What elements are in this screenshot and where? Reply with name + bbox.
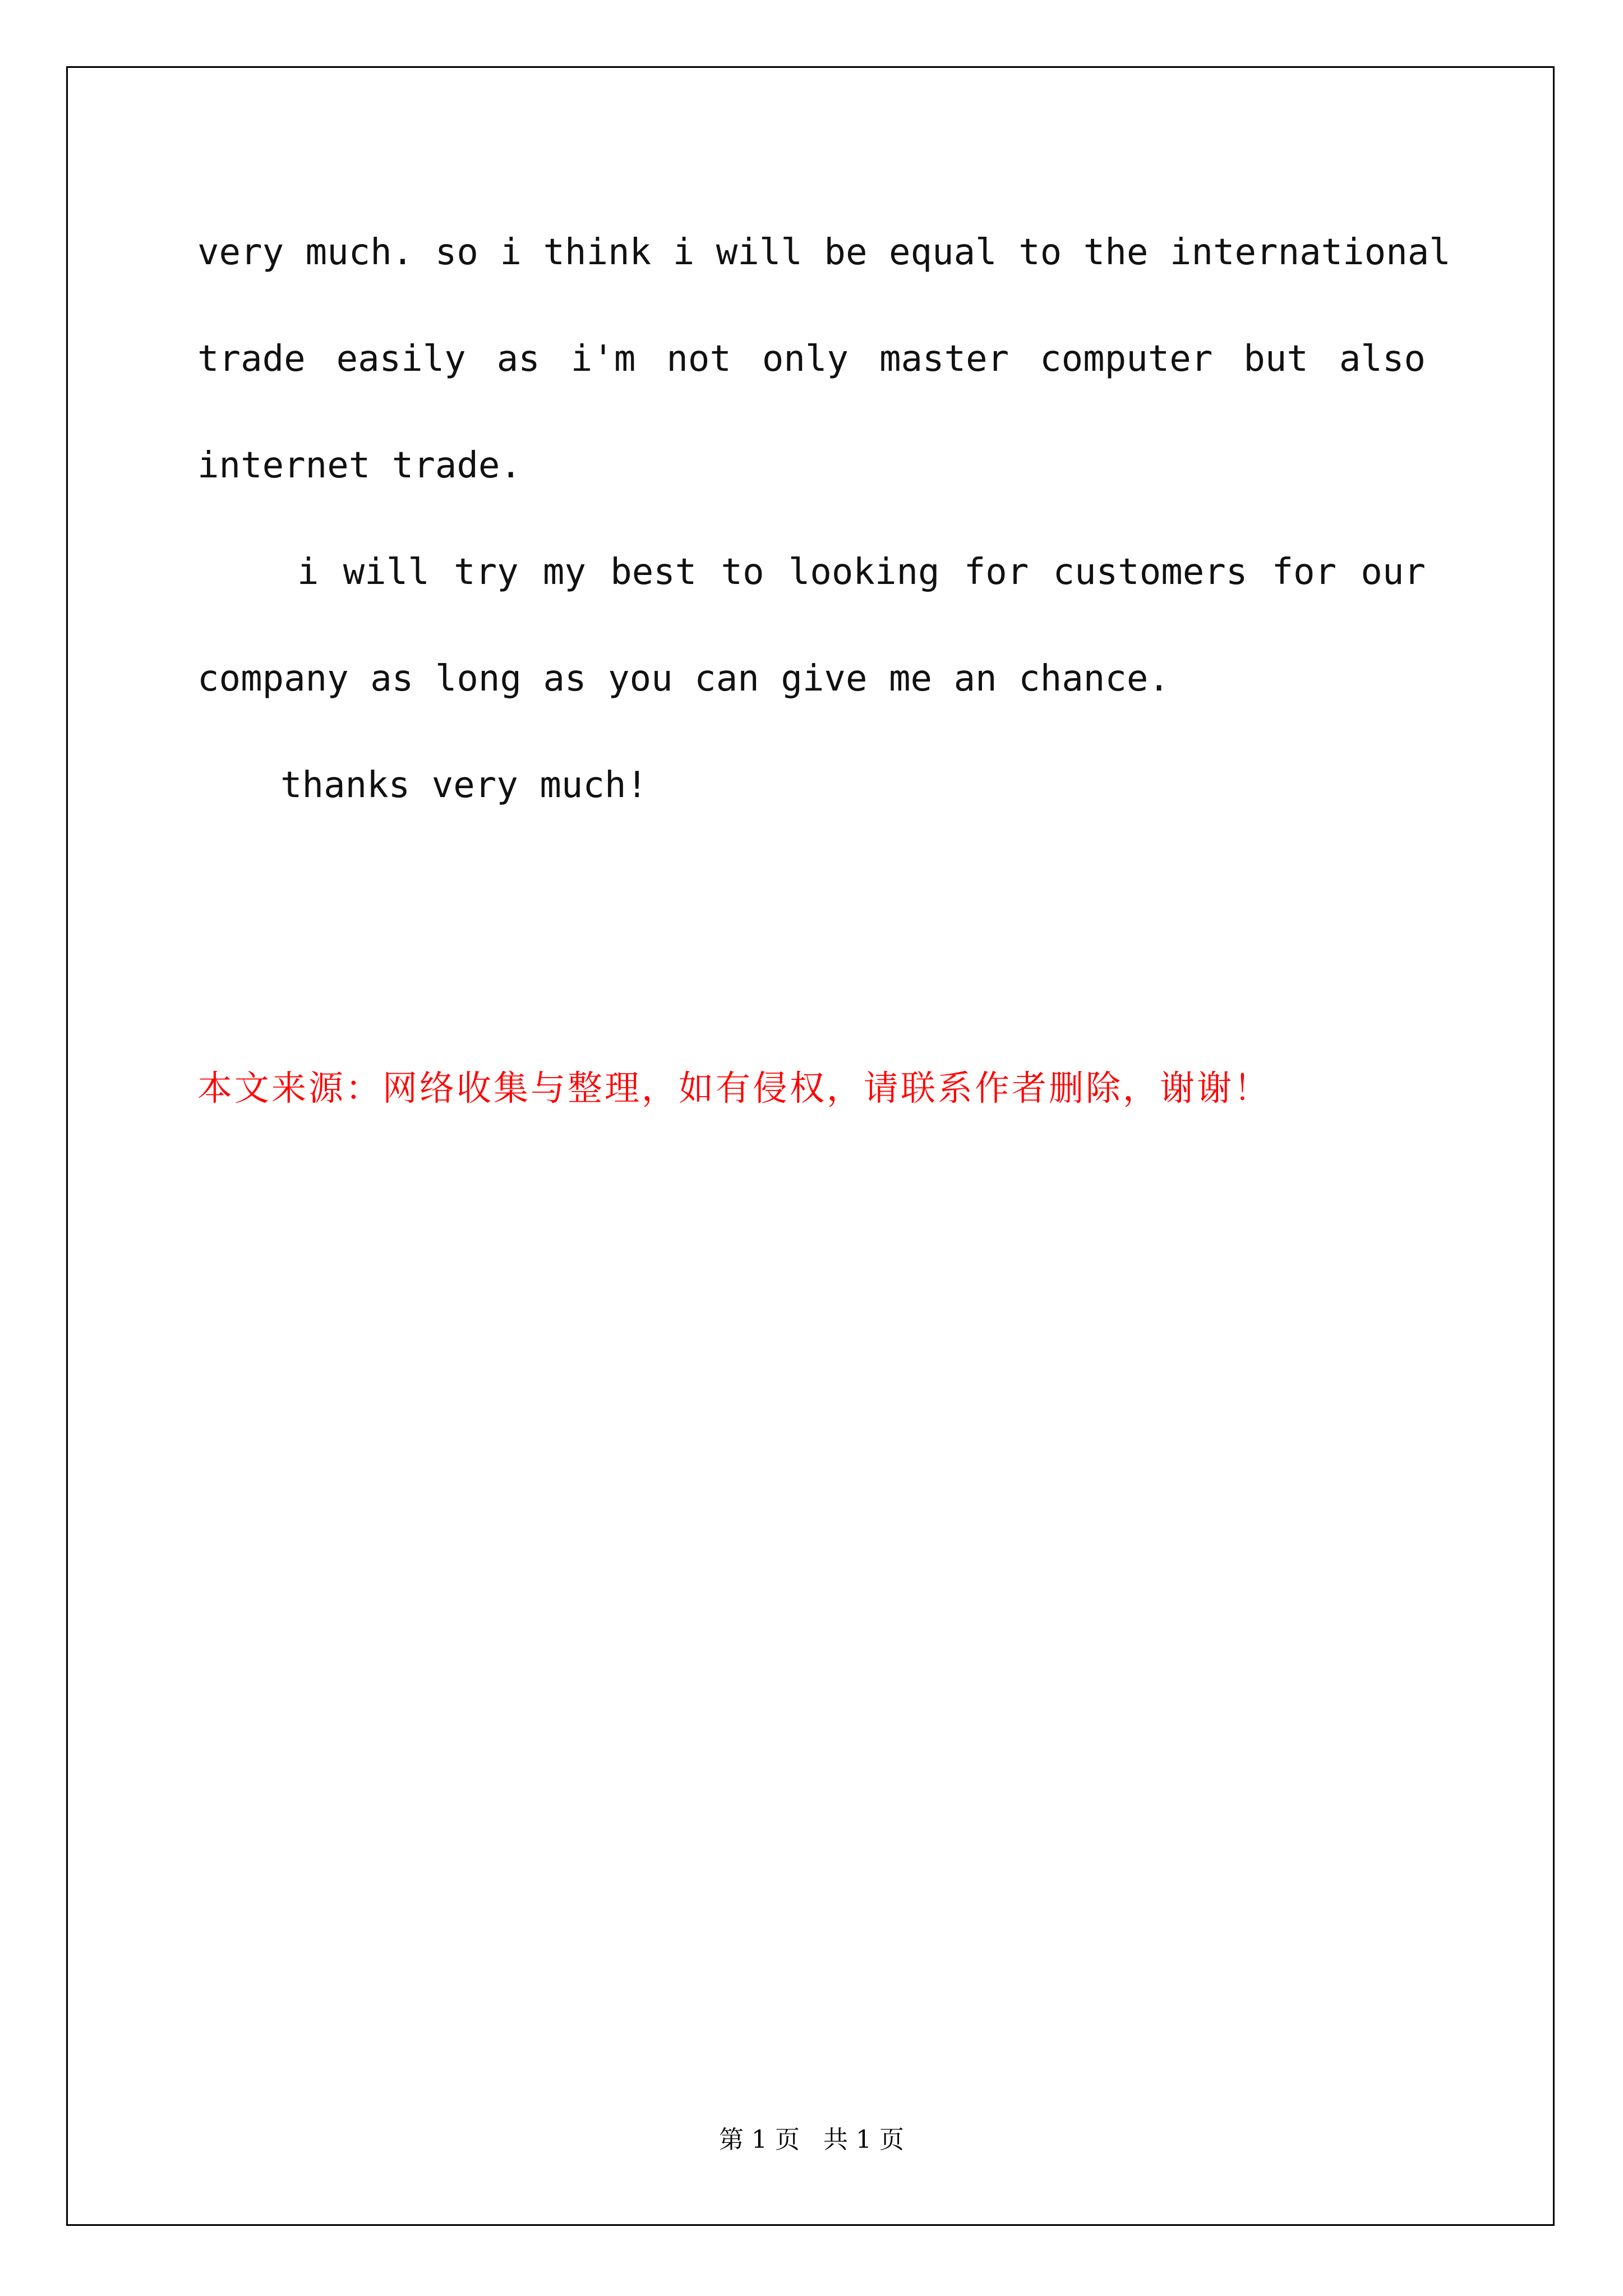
page-border — [66, 66, 1555, 2226]
paragraph-line-2: trade easily as i'm not only master computer but also — [197, 338, 1426, 380]
paragraph-line-1: very much. so i think i will be equal to the international — [197, 232, 1451, 273]
paragraph-line-3: internet trade. — [197, 445, 522, 486]
paragraph-line-4: i will try my best to looking for customers for our — [297, 551, 1426, 593]
paragraph-line-5: company as long as you can give me an chance. — [197, 658, 1170, 700]
closing-line: thanks very much! — [280, 765, 648, 806]
source-notice: 本文来源：网络收集与整理，如有侵权，请联系作者删除，谢谢！ — [197, 1068, 1271, 1108]
page-footer: 第 1 页 共 1 页 — [719, 2125, 904, 2154]
